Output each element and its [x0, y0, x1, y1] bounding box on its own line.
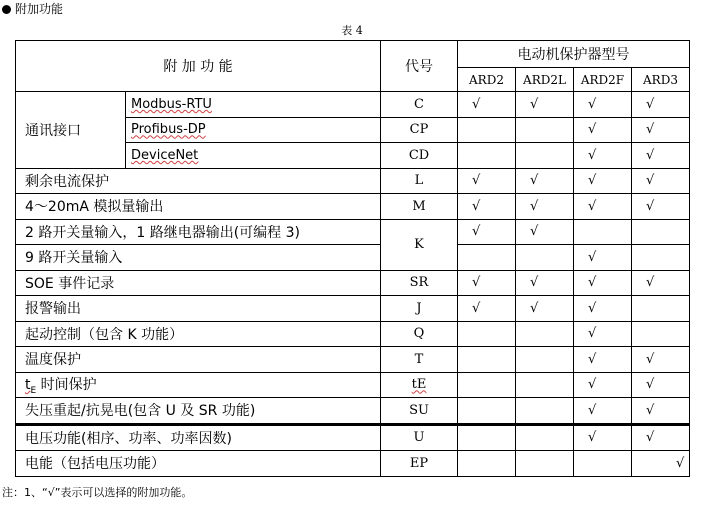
check-mark: √ — [574, 321, 632, 347]
check-mark: √ — [516, 296, 574, 322]
empty-cell — [516, 143, 574, 169]
empty-cell — [574, 219, 632, 245]
table-row — [16, 451, 690, 477]
header-model: ARD2L — [516, 68, 574, 92]
feature-name: 起动控制（包含 K 功能） — [16, 321, 381, 347]
empty-cell — [458, 424, 516, 451]
table-row — [16, 372, 690, 398]
check-mark: √ — [632, 168, 690, 194]
check-mark: √ — [632, 194, 690, 220]
header-model: ARD3 — [632, 68, 690, 92]
feature-code: CP — [381, 117, 458, 143]
feature-code: T — [381, 347, 458, 373]
check-mark: √ — [458, 296, 516, 322]
empty-cell — [516, 347, 574, 373]
feature-name: SOE 事件记录 — [16, 270, 381, 296]
empty-cell — [516, 117, 574, 143]
check-mark: √ — [458, 92, 516, 118]
table-row — [16, 194, 690, 220]
check-mark: √ — [574, 424, 632, 451]
check-mark: √ — [516, 168, 574, 194]
section-title: 附加功能 — [15, 2, 64, 16]
check-mark: √ — [574, 270, 632, 296]
empty-cell — [632, 321, 690, 347]
feature-name: 剩余电流保护 — [16, 168, 381, 194]
empty-cell — [516, 372, 574, 398]
feature-name: DeviceNet — [126, 143, 381, 169]
header-function: 附 加 功 能 — [16, 41, 381, 92]
table-row — [16, 168, 690, 194]
table-row — [16, 321, 690, 347]
empty-cell — [574, 451, 632, 477]
feature-code: EP — [381, 451, 458, 477]
feature-code: K — [381, 219, 458, 270]
table-row — [16, 296, 690, 322]
header-code: 代号 — [381, 41, 458, 92]
feature-name: 电能（包括电压功能） — [16, 451, 381, 477]
check-mark: √ — [574, 194, 632, 220]
header-model: ARD2 — [458, 68, 516, 92]
check-mark: √ — [574, 143, 632, 169]
empty-cell — [516, 398, 574, 425]
feature-name: 失压重起/抗晃电(包含 U 及 SR 功能) — [16, 398, 381, 425]
check-mark: √ — [574, 372, 632, 398]
check-mark: √ — [458, 168, 516, 194]
comm-group-label: 通讯接口 — [16, 92, 126, 169]
header-model-group: 电动机保护器型号 — [458, 41, 690, 68]
table-row — [16, 219, 690, 245]
table-row — [16, 245, 690, 271]
feature-name: 报警输出 — [16, 296, 381, 322]
table-caption: 表 4 — [341, 24, 363, 37]
feature-name: 4～20mA 模拟量输出 — [16, 194, 381, 220]
check-mark: √ — [632, 424, 690, 451]
check-mark: √ — [574, 117, 632, 143]
check-mark: √ — [574, 347, 632, 373]
check-mark: √ — [632, 451, 690, 477]
feature-code: SU — [381, 398, 458, 425]
empty-cell — [458, 245, 516, 271]
bullet-icon — [2, 5, 11, 14]
empty-cell — [516, 424, 574, 451]
empty-cell — [458, 347, 516, 373]
empty-cell — [516, 245, 574, 271]
check-mark: √ — [632, 143, 690, 169]
section-header — [2, 2, 63, 16]
check-mark: √ — [516, 219, 574, 245]
feature-name: $t_E$ 时间保护 — [16, 372, 381, 398]
check-mark: √ — [632, 117, 690, 143]
feature-code: Q — [381, 321, 458, 347]
check-mark: √ — [458, 219, 516, 245]
feature-code: U — [381, 424, 458, 451]
table-row — [16, 92, 690, 118]
feature-code: M — [381, 194, 458, 220]
empty-cell — [516, 321, 574, 347]
feature-code: tE — [381, 372, 458, 398]
feature-code: SR — [381, 270, 458, 296]
footnote: 注：1、“√”表示可以选择的附加功能。 — [2, 486, 193, 499]
feature-name: Modbus-RTU — [126, 92, 381, 118]
check-mark: √ — [574, 92, 632, 118]
feature-name: 2 路开关量输入，1 路继电器输出(可编程 3) — [16, 219, 381, 245]
check-mark: √ — [516, 270, 574, 296]
check-mark: √ — [516, 194, 574, 220]
empty-cell — [632, 245, 690, 271]
feature-code: J — [381, 296, 458, 322]
check-mark: √ — [574, 398, 632, 425]
feature-name: 9 路开关量输入 — [16, 245, 381, 271]
table-row — [16, 398, 690, 425]
feature-name: 温度保护 — [16, 347, 381, 373]
check-mark: √ — [458, 194, 516, 220]
check-mark: √ — [574, 245, 632, 271]
header-model: ARD2F — [574, 68, 632, 92]
feature-table — [15, 40, 690, 477]
check-mark: √ — [458, 270, 516, 296]
empty-cell — [516, 451, 574, 477]
feature-code: L — [381, 168, 458, 194]
empty-cell — [458, 372, 516, 398]
empty-cell — [458, 117, 516, 143]
empty-cell — [632, 296, 690, 322]
empty-cell — [458, 143, 516, 169]
feature-name: Profibus-DP — [126, 117, 381, 143]
table-row — [16, 424, 690, 451]
empty-cell — [458, 451, 516, 477]
check-mark: √ — [516, 92, 574, 118]
check-mark: √ — [632, 270, 690, 296]
check-mark: √ — [574, 168, 632, 194]
empty-cell — [632, 219, 690, 245]
check-mark: √ — [574, 296, 632, 322]
check-mark: √ — [632, 372, 690, 398]
feature-name: 电压功能(相序、功率、功率因数) — [16, 424, 381, 451]
table-row — [16, 270, 690, 296]
feature-code: CD — [381, 143, 458, 169]
check-mark: √ — [632, 92, 690, 118]
check-mark: √ — [632, 347, 690, 373]
feature-code: C — [381, 92, 458, 118]
empty-cell — [458, 321, 516, 347]
check-mark: √ — [632, 398, 690, 425]
empty-cell — [458, 398, 516, 425]
table-row — [16, 347, 690, 373]
